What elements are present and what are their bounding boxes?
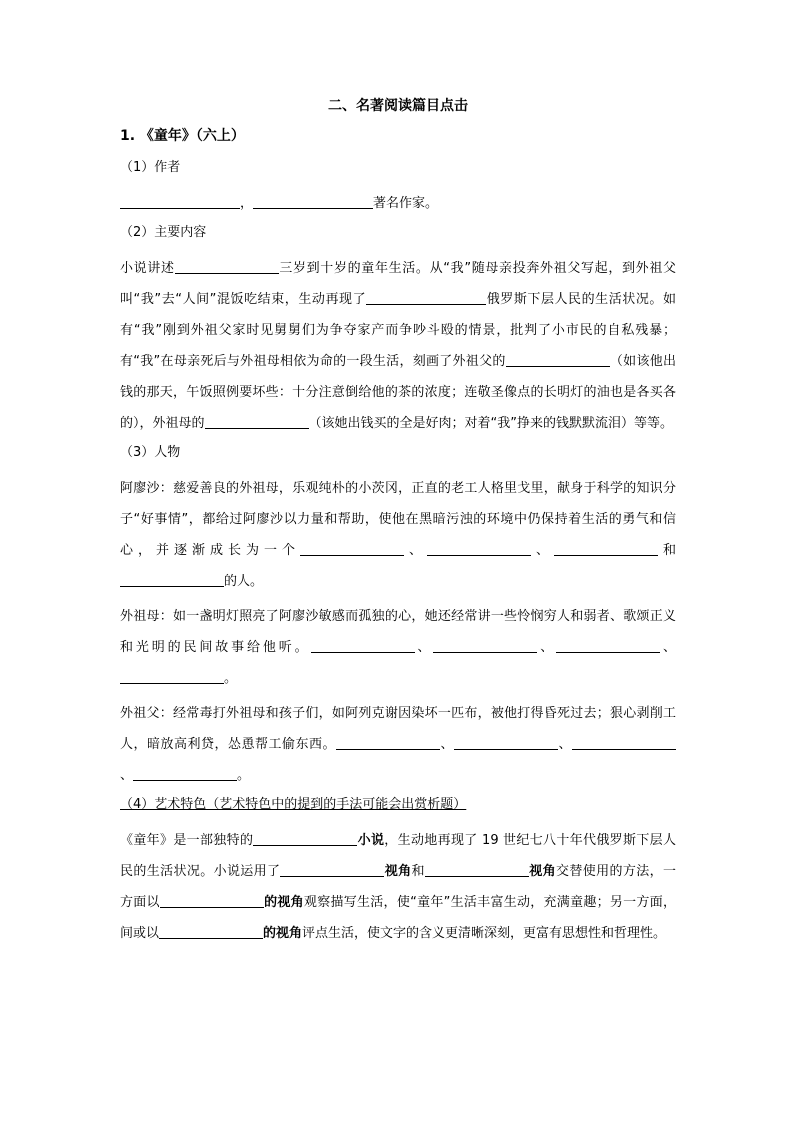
blank-content-4[interactable]: [205, 414, 309, 429]
art-label: （4）艺术特色（艺术特色中的提到的手法可能会出赏析题）: [120, 797, 467, 812]
blank-content-2[interactable]: [366, 290, 486, 305]
blank-grandmother-4[interactable]: [120, 669, 224, 684]
blank-grandfather-3[interactable]: [572, 735, 676, 750]
section-title: 二、名著阅读篇目点击: [328, 98, 468, 114]
blank-alyosha-3[interactable]: [554, 541, 658, 556]
blank-art-5[interactable]: [159, 924, 263, 939]
blank-content-1[interactable]: [175, 259, 279, 274]
content-label: （2）主要内容: [120, 225, 207, 240]
author-line: ， 著名作家。: [120, 188, 676, 219]
content-paragraph: 小说讲述 三岁到十岁的童年生活。从“我”随母亲投奔外祖父写起，到外祖父叫“我”去“人间”混饭吃结束，生动再现了 俄罗斯下层人民的生活状况。如有“我”刚到外祖父家时见舅舅们为争夺家产而争吵斗殴的情景，批判了小市民的自私残暴；有“我”在母亲死后与外祖母相依为命的一段生活，刻画了外祖父的 （如该他出钱的那天，午饭照例要坏些：十分注意倒给他的茶的浓度；连敬圣像点的长明灯的油也是各买各的），外祖母的 （该她出钱买的全是好肉；对着“我”挣来的钱默默流泪）等等。: [120, 261, 676, 431]
blank-art-4[interactable]: [160, 893, 264, 908]
document-page: [120, 96, 676, 953]
author-label: （1）作者: [120, 160, 181, 175]
blank-content-3[interactable]: [506, 352, 610, 367]
blank-grandmother-1[interactable]: [311, 638, 415, 653]
blank-author-nationality[interactable]: [120, 194, 240, 209]
character-grandmother: 外祖母：如一盏明灯照亮了阿廖沙敏感而孤独的心，她还经常讲一些怜悯穷人和弱者、歌颂正义和光明的民间故事给他听。 、 、 、。: [120, 609, 676, 686]
blank-author-name[interactable]: [253, 194, 373, 209]
blank-grandmother-3[interactable]: [556, 638, 660, 653]
character-alyosha: 阿廖沙：慈爱善良的外祖母，乐观纯朴的小茨冈，正直的老工人格里戈里，献身于科学的知识分子“好事情”，都给过阿廖沙以力量和帮助，使他在黑暗污浊的环境中仍保持着生活的勇气和信心，并逐渐成长为一个 、 、 和的人。: [120, 481, 676, 589]
blank-grandfather-4[interactable]: [133, 766, 237, 781]
blank-grandfather-1[interactable]: [336, 735, 440, 750]
blank-grandmother-2[interactable]: [433, 638, 537, 653]
blank-art-2[interactable]: [280, 862, 384, 877]
blank-alyosha-2[interactable]: [427, 541, 531, 556]
characters-label: （3）人物: [120, 445, 181, 460]
blank-art-1[interactable]: [253, 831, 357, 846]
art-paragraph: 《童年》是一部独特的 小说，生动地再现了 19 世纪七八十年代俄罗斯下层人民的生活状况。小说运用了 视角和 视角交替使用的方法，一方面以 的视角观察描写生活，使“童年”生活丰富生动，充满童趣；另一方面，间或以 的视角评点生活，使文字的含义更清晰深刻，更富有思想性和哲理性。: [120, 833, 676, 941]
blank-grandfather-2[interactable]: [454, 735, 558, 750]
book-heading: 1. 《童年》（六上）: [120, 128, 245, 144]
blank-alyosha-4[interactable]: [120, 572, 224, 587]
blank-art-3[interactable]: [425, 862, 529, 877]
blank-alyosha-1[interactable]: [300, 541, 404, 556]
character-grandfather: 外祖父：经常毒打外祖母和孩子们，如阿列克谢因染坏一匹布，被他打得昏死过去；狠心剥削工人，暗放高利贷，怂恿帮工偷东西。 、 、、 。: [120, 706, 676, 783]
